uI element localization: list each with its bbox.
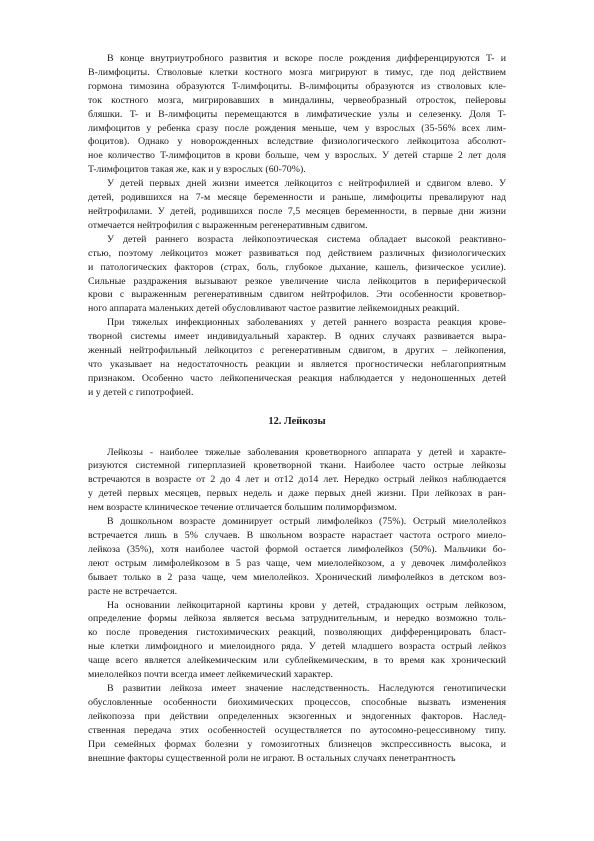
section-heading-leukoses: 12. Лейкозы — [268, 415, 326, 427]
text-line: внешние факторы существенной роли не играют. В остальных случаях пенетрантность — [88, 752, 456, 764]
section-leukocytes-development — [88, 52, 506, 400]
text-line: ное количество T-лимфоцитов в крови больше, чем у взрослых. У детей старше 2 лет доля — [88, 150, 506, 162]
text-line: ток костного мозга, мигрировавших в миндалины, червеобразный отросток, пейеровы — [88, 94, 506, 106]
text-line: лимфоцитов у ребенка сразу после рождения меньше, чем у взрослых (35-56% всех лим- — [88, 122, 506, 134]
text-line: определение формы лейкоза является весьма затруднительным, и нередко возможно толь- — [88, 613, 506, 625]
text-line: стью, поэтому лейкоцитоз может развиваться под действием различных физиологических — [88, 247, 506, 259]
paragraph — [88, 52, 506, 177]
paragraph — [88, 599, 506, 682]
text-line: у детей первых месяцев, первых недель и даже первых дней жизни. При лейкозах в ран- — [88, 488, 506, 500]
text-line: ственная передача этих особенностей осуществляется по аутосомно-рецессивному типу. — [88, 724, 506, 736]
text-line: признаком. Особенно часто лейкопеническая реакция наблюдается у недоношенных детей — [88, 372, 506, 384]
text-line: В развитии лейкоза имеет значение наследственность. Наследуются генотипически — [107, 682, 506, 694]
text-line: встречается лишь в 5% случаев. В школьном возрасте нарастает частота острого миело- — [88, 530, 506, 541]
text-line: миелолейкоз почти всегда имеет лейкемический характер. — [88, 669, 334, 681]
text-line: У детей первых дней жизни имеется лейкоцитоз с нейтрофилией и сдвигом влево. У — [107, 178, 506, 190]
text-line: гормона тимозина образуются T-лимфоциты. B-лимфоциты образуются из стволовых кле- — [88, 80, 506, 92]
text-line: и у детей с гипотрофией. — [88, 386, 194, 398]
text-line: отмечается нейтрофилия с выраженным регенеративным сдвигом. — [88, 219, 368, 231]
text-line: Лейкозы - наиболее тяжелые заболевания кроветворного аппарата у детей и характе- — [107, 446, 506, 458]
text-line: ко после проведения гистохимических реакций, позволяющих дифференцировать бласт- — [88, 627, 506, 639]
text-line: нейтрофилами. У детей, родившихся после 7,5 месяцев беременности, в первые дни жизни — [88, 205, 506, 217]
section-leukoses — [88, 446, 506, 766]
text-line: бляшки. T- и B-лимфоциты перемещаются в лимфатические узлы и селезенку. Доля T- — [88, 108, 506, 120]
text-line: расте не встречается. — [88, 585, 178, 597]
text-line: нем возрасте клиническое течение отличается большим полиморфизмом. — [88, 502, 397, 514]
text-line: женный нейтрофильный лейкоцитоз с регенеративным сдвигом, в других – лейкопения, — [88, 345, 506, 357]
text-line: и патологических факторов (страх, боль, глубокое дыхание, кашель, физическое усилие). — [88, 261, 506, 273]
paragraph — [88, 316, 506, 399]
text-line: творной системы имеет индивидуальный характер. В одних случаях развивается выра- — [88, 331, 506, 343]
text-line: ного аппарата маленьких детей обусловливают частое развитие лейкемоидных реакций. — [88, 303, 460, 315]
text-line: фоцитов). Однако у новорожденных вследствие физиологического лейкоцитоза абсолют- — [88, 136, 506, 148]
text-line: бывает только в 2 раза чаще, чем миелолейкоз. Хронический лимфолейкоз в детском воз- — [88, 571, 506, 583]
paragraph — [88, 515, 506, 598]
text-line: встречаются в возрасте от 2 до 4 лет и от12 до14 лет. Нередко острый лейкоз наблюдается — [88, 474, 506, 486]
text-line: При семейных формах болезни у гомозиготных близнецов экспрессивность высока, и — [88, 738, 506, 750]
text-line: В конце внутриутробного развития и вскоре после рождения дифференцируются T- и — [107, 53, 506, 64]
text-line: что указывает на недостаточность реакции и является прогностически неблагоприятным — [88, 358, 506, 370]
text-line: При тяжелых инфекционных заболеваниях у детей раннего возраста реакция крове- — [107, 317, 506, 329]
text-line: На основании лейкоцитарной картины крови у детей, страдающих острым лейкозом, — [107, 599, 506, 611]
text-line: B-лимфоциты. Стволовые клетки костного мозга мигрируют в тимус, где под действием — [88, 66, 506, 78]
text-line: T-лимфоцитов такая же, как и у взрослых (60-70%). — [88, 164, 306, 176]
text-line: крови с выраженным регенеративным сдвигом нейтрофилов. Эти особенности кроветвор- — [88, 289, 506, 301]
text-line: лейкопоэза при действии определенных экзогенных и эндогенных факторов. Наслед- — [88, 710, 506, 722]
document-page — [88, 52, 506, 765]
paragraph — [88, 233, 506, 316]
text-line: Сильные раздражения вызывают резкое увеличение числа лейкоцитов в периферической — [88, 275, 506, 287]
text-line: леют острым лимфолейкозом в 5 раз чаще, чем миелолейкозом, а у девочек лимфолейкоз — [88, 557, 506, 569]
text-line: ные клетки лимфоидного и миелоидного ряда. У детей младшего возраста острый лейкоз — [88, 641, 506, 653]
text-line: чаще всего является алейкемическим или сублейкемическим, в то время как хронический — [88, 655, 506, 667]
text-line: ризуются системной гиперплазией кроветворной ткани. Наиболее часто острые лейкозы — [88, 460, 506, 472]
text-line: обусловленные особенности биохимических процессов, способные вызвать изменения — [88, 696, 506, 708]
text-line: У детей раннего возраста лейкопоэтическая система обладает высокой реактивно- — [107, 233, 506, 245]
text-line: В дошкольном возрасте доминирует острый лимфолейкоз (75%). Острый миелолейкоз — [107, 516, 506, 528]
paragraph — [88, 682, 506, 765]
paragraph — [88, 177, 506, 233]
paragraph — [88, 446, 506, 516]
text-line: детей, родившихся на 7-м месяце беременности и раньше, лимфоциты превалируют над — [88, 192, 506, 204]
text-line: лейкоза (35%), хотя наиболее частой формой остается лимфолейкоз (50%). Мальчики бо- — [88, 543, 506, 555]
